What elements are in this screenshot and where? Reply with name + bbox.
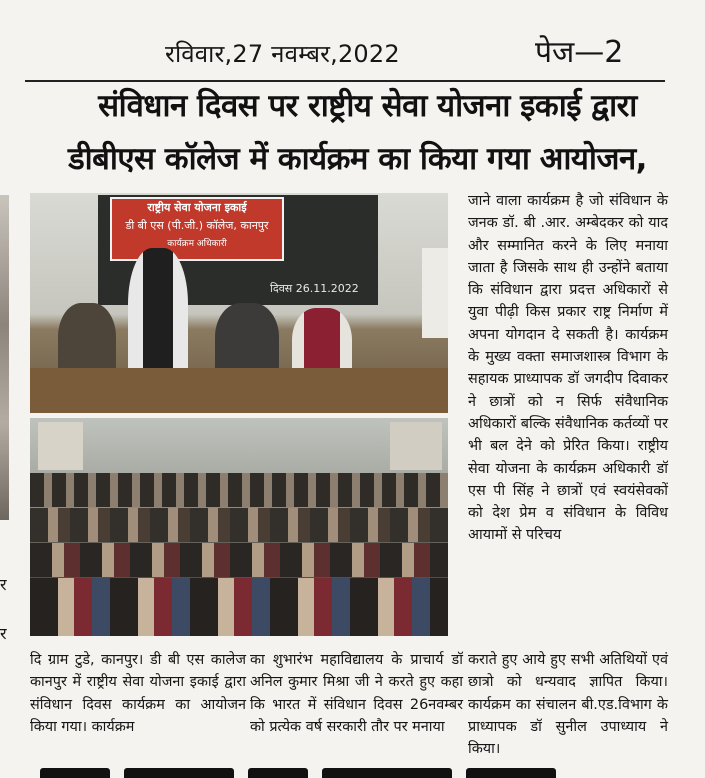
- headline-line-2: डीबीएस कॉलेज में कार्यक्रम का किया गया आयोजन,: [68, 141, 647, 177]
- audience-row: [30, 473, 448, 507]
- audience-row: [30, 508, 448, 542]
- headline-line-1: संविधान दिवस पर राष्ट्रीय सेवा योजना इकाई द्वारा: [98, 88, 637, 124]
- banner-line: डी बी एस (पी.जी.) कॉलेज, कानपुर: [125, 219, 269, 232]
- next-headline-cut: [40, 768, 645, 778]
- event-banner: [110, 197, 284, 261]
- article-column-bottom-right: [468, 649, 668, 760]
- wall-panel: [422, 248, 448, 338]
- banner-line: राष्ट्रीय सेवा योजना इकाई: [147, 201, 247, 214]
- article-column-bottom-middle: [250, 649, 463, 738]
- article-paragraph: कराते हुए आये हुए सभी अतिथियों एवं छात्रो को धन्यवाद ज्ञापित किया। कार्यक्रम का संचालन बी.एड.विभाग के प्राध्यापक डॉ सुनील उपाध्याय ने किया।: [468, 652, 668, 758]
- article-paragraph: का शुभारंभ महाविद्यालय के प्राचार्य डॉ अनिल कुमार मिश्रा जी ने करते हुए कहा कि भारत में संविधान दिवस 26नवम्बर को प्रत्येक वर्ष सरकारी तौर पर मनाया: [250, 652, 463, 735]
- speaker-person: [128, 248, 188, 388]
- adjacent-column-char: र: [0, 624, 7, 643]
- article-column-right: [468, 190, 668, 547]
- audience-row: [30, 578, 448, 636]
- header-rule: [25, 80, 665, 82]
- audience-row: [30, 543, 448, 577]
- banner-line: कार्यक्रम अधिकारी: [167, 239, 227, 249]
- photo-audience: [30, 418, 448, 636]
- window: [390, 422, 442, 470]
- article-column-bottom-left: [30, 649, 246, 738]
- page-number: पेज—2: [535, 35, 624, 70]
- window: [38, 422, 83, 470]
- article-paragraph: जाने वाला कार्यक्रम है जो संविधान के जनक डॉ. बी .आर. अम्बेदकर को याद और सम्मानित करने के लिए मनाया जाता है जिसके साथ ही उन्होंने बताया कि संविधान द्वारा प्रदत्त अधिकारों से युवा पीढ़ी किस प्रकार राष्ट्र निर्माण में अपना योगदान दे सकती है। कार्यक्रम के मुख्य वक्ता समाजशास्त्र विभाग के सहायक प्राध्यापक डॉ जगदीप दिवाकर ने छात्रों को न सिर्फ संवैधानिक अधिकारों बल्कि संवैधानिक कर्तव्यों पर भी बल देने को प्रेरित किया। राष्ट्रीय सेवा योजना के कार्यक्रम अधिकारी डॉ एस पी सिंह ने छात्रों एवं स्वयंसेवकों को देश प्रेम व संविधान के विविध आयामों से परिचय: [468, 193, 668, 544]
- adjacent-column-char: र: [0, 575, 7, 594]
- adjacent-article-image-strip: [0, 195, 9, 520]
- board-writing: दिवस 26.11.2022: [270, 282, 359, 295]
- article-paragraph: दि ग्राम टुडे, कानपुर। डी बी एस कालेज कानपुर में राष्ट्रीय सेवा योजना इकाई द्वारा संविधान दिवस कार्यक्रम का आयोजन किया गया। कार्यक्रम: [30, 652, 246, 735]
- header-date: रविवार,27 नवम्बर,2022: [165, 40, 400, 68]
- stage-table: [30, 368, 448, 413]
- photo-stage: [30, 193, 448, 413]
